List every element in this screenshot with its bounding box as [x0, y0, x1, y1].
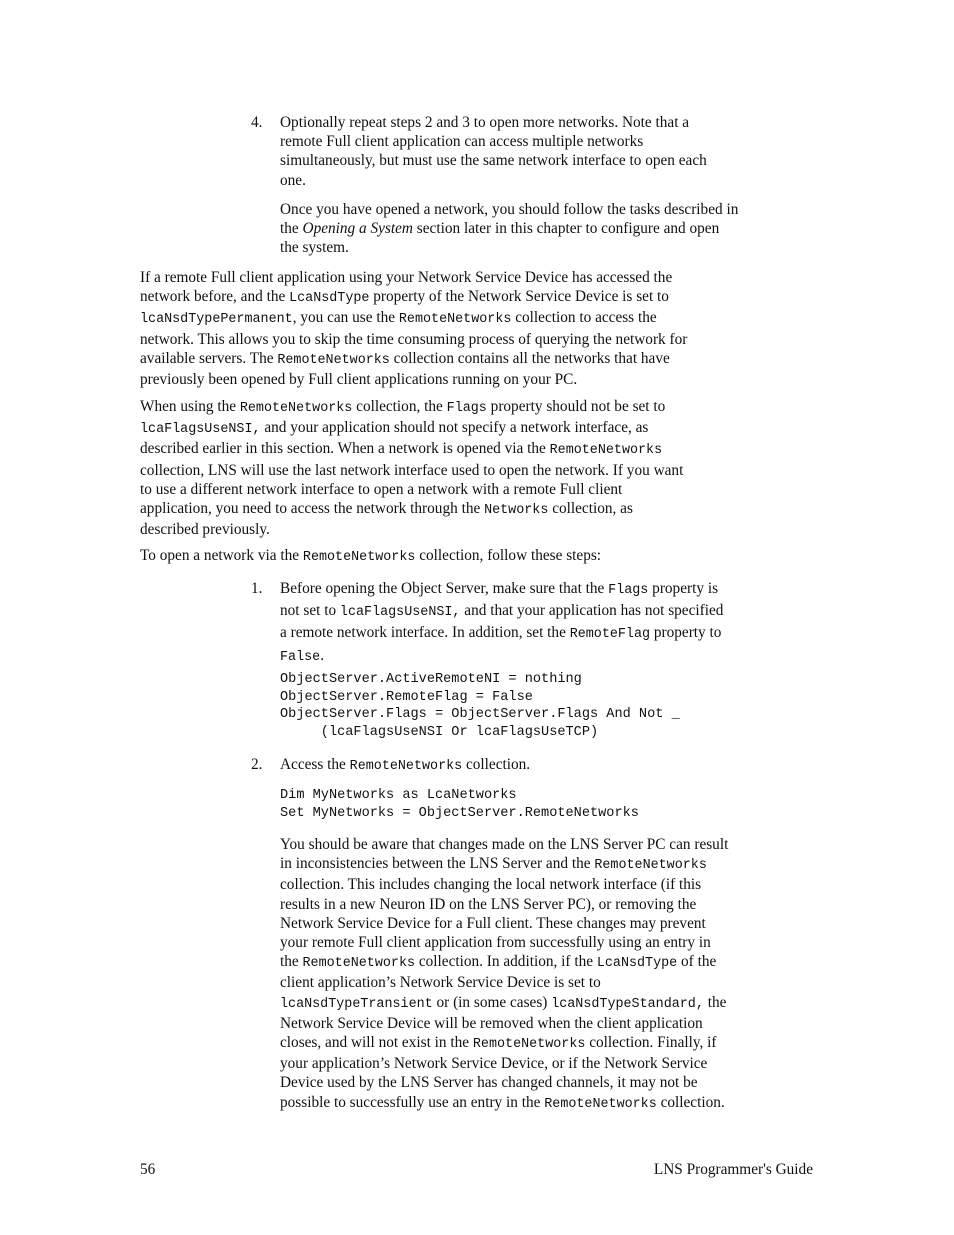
text-line: [280, 219, 738, 238]
text-span: collection to access the: [511, 309, 657, 327]
text-span: and your application should not specify a network interface, as: [260, 419, 649, 437]
paragraph-flags-note: [140, 397, 683, 539]
text-span: application, you need to access the network through the: [140, 500, 485, 518]
text-line: [280, 579, 723, 600]
code-term: RemoteFlag: [569, 627, 651, 643]
code-term: lcaFlagsUseNSI,: [140, 422, 261, 438]
text-span: not set to: [280, 602, 340, 620]
code-term: lcaNsdTypeStandard,: [551, 996, 704, 1012]
code-term: LcaNsdType: [596, 956, 678, 972]
text-span: or (in some cases): [432, 993, 552, 1011]
footer-title: LNS Programmer's Guide: [653, 1161, 813, 1178]
text-line: [280, 623, 723, 644]
code-term: Networks: [484, 503, 549, 519]
text-span: possible to successfully use an entry in the: [280, 1093, 545, 1111]
text-span: To open a network via the: [140, 547, 303, 564]
text-line: [140, 397, 683, 418]
text-line: [280, 1093, 728, 1114]
text-span: network before, and the: [140, 288, 290, 306]
text-line: described previously.: [140, 521, 270, 539]
text-span: property is: [648, 580, 719, 597]
text-line: [280, 646, 723, 667]
step-4-number: 4.: [251, 114, 263, 131]
code-term: lcaFlagsUseNSI,: [339, 605, 461, 621]
text-span: collection contains all the networks that have: [389, 349, 670, 367]
text-line: client application’s Network Service Device is set to: [280, 974, 601, 992]
code-term: RemoteNetworks: [594, 858, 707, 874]
text-span: .: [320, 646, 325, 664]
text-line: [140, 439, 683, 460]
text-span: Access the: [280, 756, 350, 773]
text-span: collection. In addition, if the: [415, 953, 597, 971]
step-2-number: 2.: [251, 756, 263, 773]
code-term: RemoteNetworks: [302, 956, 416, 972]
text-line: Device used by the LNS Server has changed channels, it may not be: [280, 1074, 698, 1092]
text-line: Optionally repeat steps 2 and 3 to open more networks. Note that a: [280, 114, 690, 131]
text-span: Before opening the Object Server, make sure that the: [280, 580, 609, 597]
text-line: one.: [280, 171, 306, 189]
text-line: [280, 854, 728, 875]
code-term: Flags: [608, 583, 649, 598]
text-span: closes, and will not exist in the: [280, 1034, 473, 1052]
text-line: [280, 601, 723, 622]
text-line: Once you have opened a network, you should follow the tasks described in: [280, 201, 739, 218]
text-line: [280, 993, 728, 1014]
code-term: RemoteNetworks: [549, 443, 663, 459]
code-term: RemoteNetworks: [239, 401, 353, 416]
text-line: Network Service Device will be removed when the client application: [280, 1014, 703, 1032]
step-1-text: [280, 579, 723, 667]
text-line: [140, 546, 601, 567]
step-4-note: [280, 200, 738, 258]
text-span: the: [280, 953, 303, 971]
text-span: and that your application has not specified: [460, 602, 724, 620]
text-span: in inconsistencies between the LNS Server and the: [280, 855, 595, 873]
text-span: described earlier in this section. When a network is opened via the: [140, 440, 550, 458]
text-line: remote Full client application can access multiple networks: [280, 133, 644, 151]
code-term: lcaNsdTypeTransient: [280, 996, 433, 1012]
text-line: [140, 499, 683, 520]
text-line: your remote Full client application from successfully using an entry in: [280, 934, 711, 952]
text-line: simultaneously, but must use the same network interface to open each: [280, 152, 707, 170]
text-span: available servers. The: [140, 349, 278, 367]
text-line: If a remote Full client application using your Network Service Device has accessed the: [140, 269, 673, 286]
text-line: [280, 1033, 728, 1054]
text-span: property should not be set to: [486, 398, 666, 415]
code-term: Flags: [446, 401, 487, 416]
text-span: a remote network interface. In addition, set the: [280, 624, 570, 642]
code-term: lcaNsdTypePermanent: [140, 312, 293, 328]
code-term: False: [280, 649, 321, 665]
text-span: property to: [650, 624, 722, 642]
code-term: LcaNsdType: [289, 291, 370, 307]
text-line: [280, 755, 530, 776]
text-line: to use a different network interface to open a network with a remote Full client: [140, 480, 623, 498]
paragraph-remote-networks-intro: [140, 268, 687, 389]
text-span: collection, follow these steps:: [415, 547, 602, 564]
text-line: You should be aware that changes made on the LNS Server PC can result: [280, 836, 729, 853]
text-span: collection, as: [548, 500, 633, 518]
code-block-object-server-flags: ObjectServer.ActiveRemoteNI = nothing ObjectServer.RemoteFlag = False ObjectServer.Flags = ObjectServer.Flags And Not _ (lcaFlagsUseNSI Or lcaFlagsUseTCP): [280, 672, 680, 740]
text-span: the: [703, 993, 727, 1011]
section-reference: Opening a System: [302, 220, 413, 238]
text-line: the system.: [280, 239, 349, 257]
text-line: your application’s Network Service Device, or if the Network Service: [280, 1055, 708, 1073]
code-term: RemoteNetworks: [277, 352, 390, 368]
text-line: Network Service Device for a Full client. These changes may prevent: [280, 914, 706, 932]
text-line: [140, 418, 683, 439]
step-2-text: [280, 755, 530, 776]
text-line: [140, 287, 687, 308]
text-line: [140, 349, 687, 370]
code-block-remote-networks: Dim MyNetworks as LcaNetworks Set MyNetworks = ObjectServer.RemoteNetworks: [280, 788, 639, 821]
text-line: network. This allows you to skip the time consuming process of querying the network for: [140, 330, 688, 348]
text-span: collection.: [462, 756, 531, 773]
text-span: of the: [677, 953, 717, 971]
code-term: RemoteNetworks: [544, 1096, 657, 1112]
text-span: , you can use the: [292, 309, 399, 327]
text-line: [140, 308, 687, 329]
text-span: property of the Network Service Device is set to: [369, 288, 669, 306]
step-4-text: [280, 113, 707, 190]
text-span: section later in this chapter to configure and open: [412, 220, 720, 238]
page-number: 56: [140, 1161, 156, 1178]
text-line: collection, LNS will use the last network interface used to open the network. If you want: [140, 461, 684, 479]
code-term: RemoteNetworks: [472, 1037, 586, 1053]
text-span: collection. Finally, if: [585, 1034, 717, 1052]
paragraph-steps-intro: [140, 546, 601, 567]
code-term: RemoteNetworks: [302, 550, 416, 565]
code-term: RemoteNetworks: [398, 312, 512, 328]
text-line: [280, 952, 728, 973]
text-line: collection. This includes changing the local network interface (if this: [280, 876, 702, 894]
text-line: results in a new Neuron ID on the LNS Server PC), or removing the: [280, 895, 697, 913]
step-1-number: 1.: [251, 580, 263, 597]
text-span: the: [280, 220, 303, 238]
text-span: collection, the: [352, 398, 447, 415]
text-span: collection.: [656, 1093, 725, 1111]
paragraph-inconsistencies-warning: [280, 835, 728, 1114]
text-span: When using the: [140, 398, 240, 415]
text-line: previously been opened by Full client applications running on your PC.: [140, 371, 578, 389]
code-term: RemoteNetworks: [349, 759, 463, 774]
